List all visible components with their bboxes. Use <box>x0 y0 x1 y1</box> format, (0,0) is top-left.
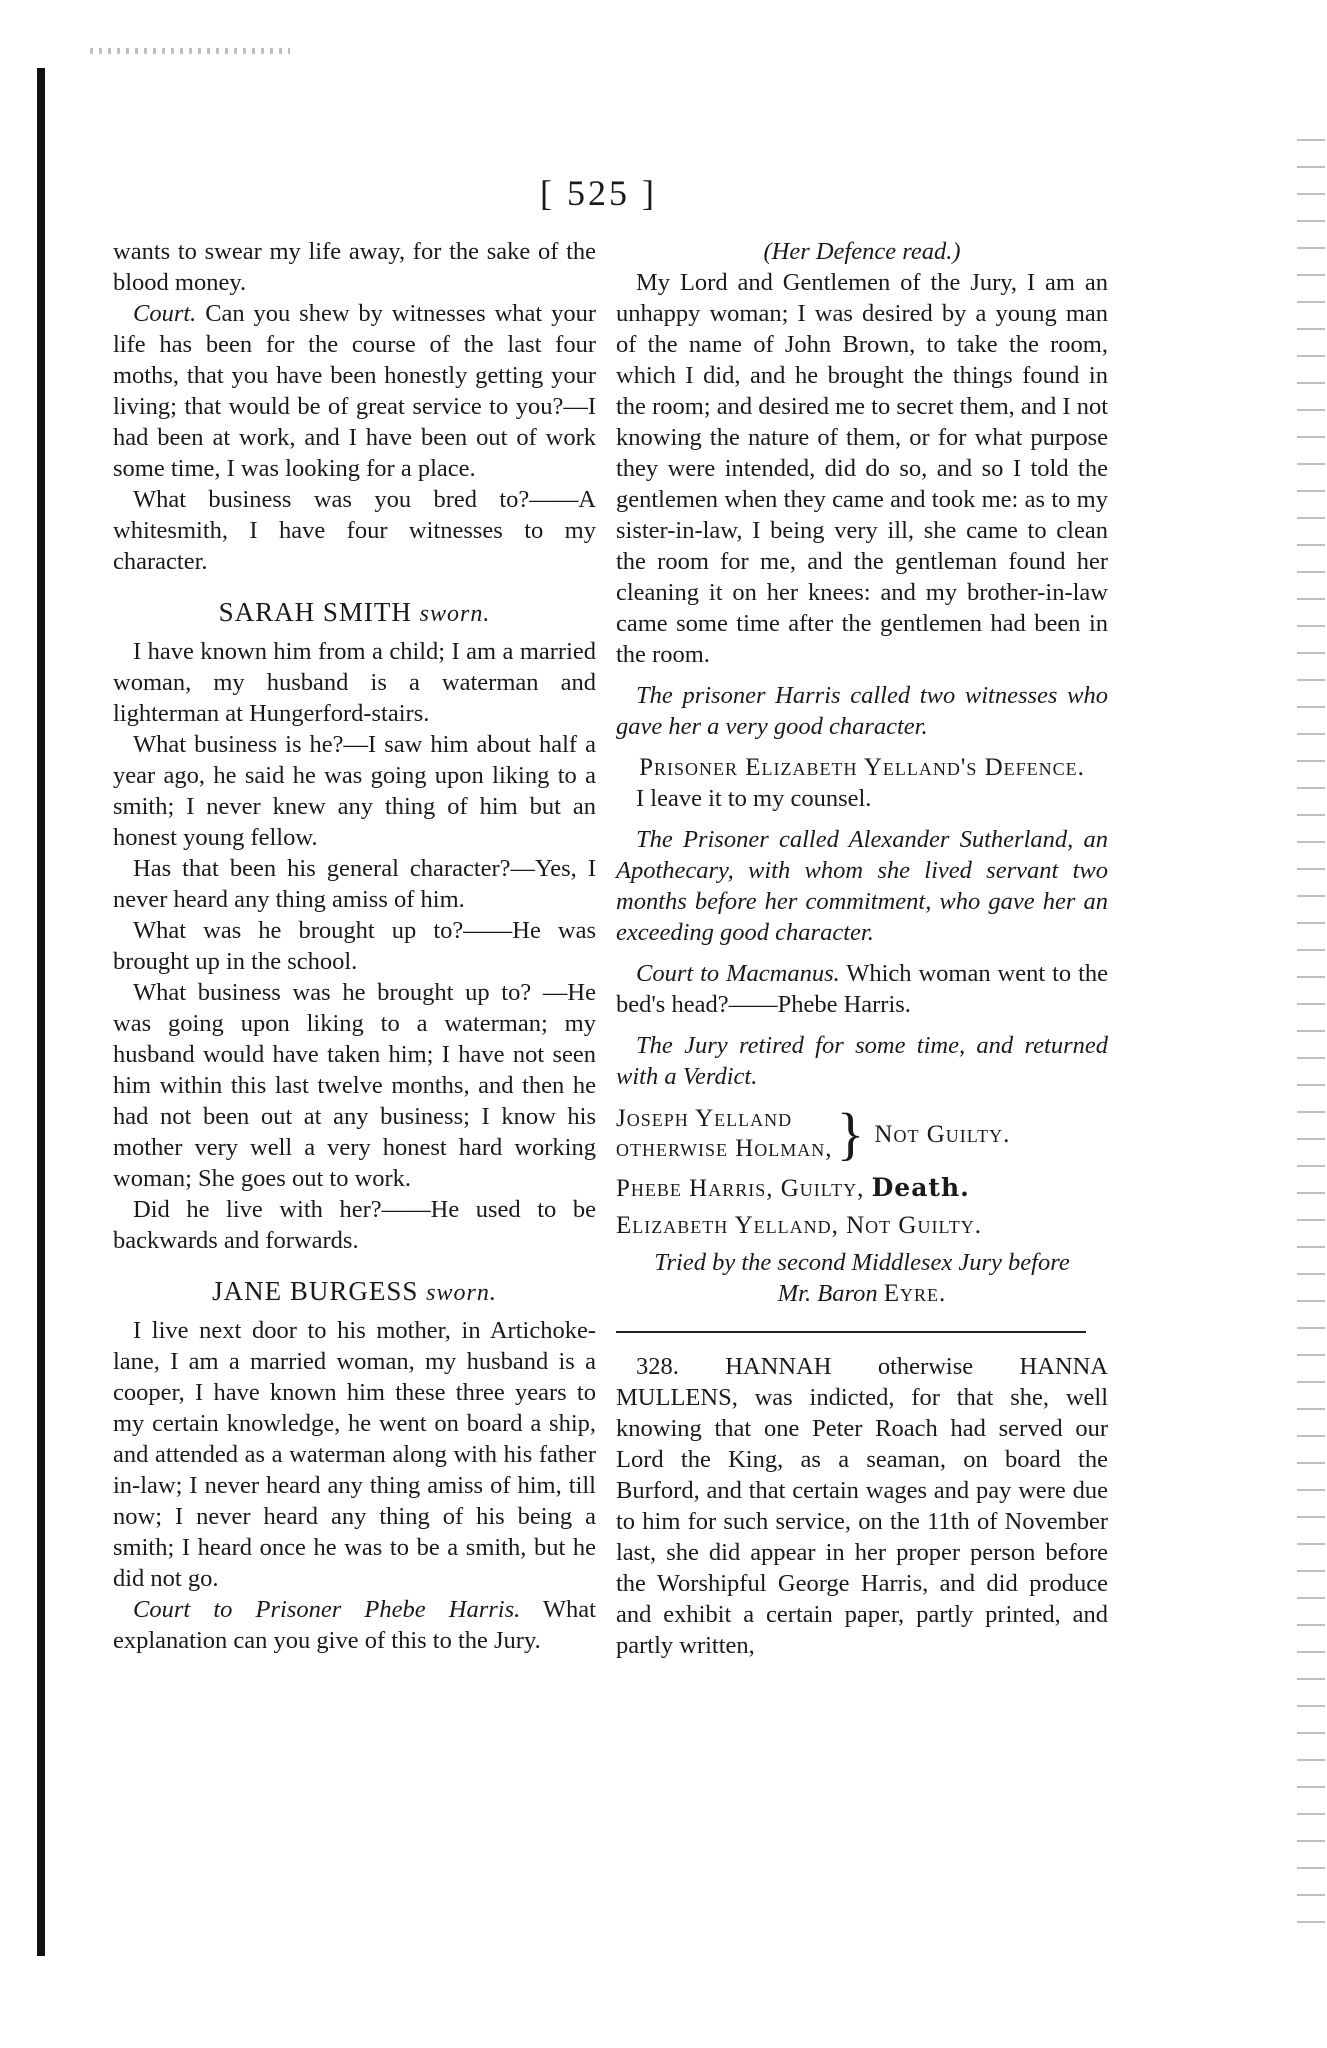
paragraph-text: Can you shew by witnesses what your life has been for the course of the last four moths, that you have been honestly getting your living; that would be of great service to you?—I had been at work, and I have been out of work some time, I was looking for a place. <box>113 300 596 482</box>
case-number: 328. <box>636 1353 679 1380</box>
case-paragraph <box>616 1351 1108 1661</box>
brace: } <box>836 1101 865 1166</box>
paragraph <box>113 1594 596 1656</box>
paragraph-text: Which woman went to the bed's head?——Phebe Harris. <box>616 960 1109 1018</box>
case-text: HANNAH otherwise HANNA MULLENS, was indicted, for that she, well knowing that one Peter Roach had served our Lord the King, as a seaman, on board the Burford, and that certain wages and pay were due to him for such service, on the 11th of November last, she did appear in her proper person before the Worshipful George Harris, and did produce and exhibit a certain paper, partly printed, and partly written, <box>616 1353 1108 1659</box>
page-number: [ 525 ] <box>540 173 657 213</box>
right-column <box>616 236 1108 1661</box>
paragraph: wants to swear my life away, for the sake of the blood money. <box>113 238 596 296</box>
sworn-label: sworn. <box>426 1280 497 1306</box>
italic-note: The Prisoner called Alexander Sutherland, an Apothecary, with whom she lived servant two months before her commitment, who gave her an exceeding good character. <box>616 826 1108 946</box>
verdict-names <box>616 1104 833 1164</box>
scan-edge <box>1297 130 1325 1930</box>
binding-gutter <box>37 68 45 1956</box>
witness-heading <box>113 1276 596 1309</box>
witness-name: JANE BURGESS <box>212 1276 419 1306</box>
verdict-line: Elizabeth Yelland, Not Guilty. <box>616 1212 983 1239</box>
witness-name: SARAH SMITH <box>218 597 412 627</box>
paragraph: I live next door to his mother, in Artichoke-lane, I am a married woman, my husband is a cooper, I have known him these three years to my certain knowledge, he went on board a ship, and attended as a waterman along with his father in-law; I never heard any thing amiss of him, till now; I never heard any thing of his being a smith; I heard once he was to be a smith, but he did not go. <box>113 1317 596 1592</box>
paragraph: What business was you bred to?——A whitesmith, I have four witnesses to my character. <box>113 486 596 575</box>
tried-by: Tried by the second Middlesex Jury before <box>654 1249 1070 1276</box>
left-column <box>113 236 596 1656</box>
paragraph <box>616 958 1108 1020</box>
speaker-label: Court. <box>133 300 197 327</box>
paragraph: What was he brought up to?——He was brought up in the school. <box>113 917 596 975</box>
verdict-text: Phebe Harris, Guilty, <box>616 1175 865 1202</box>
paragraph-text: What explanation can you give of this to the Jury. <box>113 1596 596 1654</box>
tried-by-judge <box>616 1278 1108 1309</box>
speaker-label: Court to Prisoner Phebe Harris. <box>133 1596 521 1623</box>
paragraph <box>113 298 596 484</box>
scan-mark <box>90 48 290 54</box>
italic-note: The prisoner Harris called two witnesses who gave her a very good character. <box>616 682 1108 740</box>
verdict-line <box>616 1172 1108 1204</box>
defendant-name: Joseph Yelland <box>616 1105 793 1132</box>
italic-note: The Jury retired for some time, and returned with a Verdict. <box>616 1032 1108 1090</box>
defence-heading: Prisoner Elizabeth Yelland's Defence. <box>639 754 1085 781</box>
paragraph: I leave it to my counsel. <box>636 785 872 812</box>
paragraph: What business is he?—I saw him about half a year ago, he said he was going upon liking to a smith; I never knew any thing of him but an honest young fellow. <box>113 731 596 851</box>
paragraph: What business was he brought up to? —He was going upon liking to a waterman; my husband would have taken him; I have not seen him within this last twelve months, and then he had not been out at any business; I know his mother very well a very honest hard working woman; She goes out to work. <box>113 979 596 1192</box>
section-rule <box>616 1331 1086 1333</box>
verdict-block <box>616 1101 1108 1166</box>
paragraph: I have known him from a child; I am a married woman, my husband is a waterman and lighterman at Hungerford-stairs. <box>113 638 596 727</box>
speaker-label: Court to Macmanus. <box>636 960 840 987</box>
verdict-result: Not Guilty. <box>874 1120 1011 1148</box>
witness-heading <box>113 597 596 630</box>
sentence-text: Death. <box>871 1173 970 1202</box>
defence-heading: (Her Defence read.) <box>763 238 961 265</box>
paragraph: My Lord and Gentlemen of the Jury, I am an unhappy woman; I was desired by a young man of the name of John Brown, to take the room, which I did, and he brought the things found in the room; and desired me to secret them, and I not knowing the nature of them, or for what purpose they were intended, did do so, and so I told the gentlemen when they came and took me: as to my sister-in-law, I being very ill, she came to clean the room for me, and the gentleman found her cleaning it on her knees: and my brother-in-law came some time after the gentlemen had been in the room. <box>616 269 1108 668</box>
sworn-label: sworn. <box>419 601 491 627</box>
judge-name: Eyre. <box>883 1280 947 1307</box>
defendant-alias: otherwise Holman, <box>616 1135 833 1162</box>
judge-title: Mr. Baron <box>777 1280 878 1307</box>
paragraph: Did he live with her?——He used to be backwards and forwards. <box>113 1196 596 1254</box>
paragraph: Has that been his general character?—Yes, I never heard any thing amiss of him. <box>113 855 596 913</box>
